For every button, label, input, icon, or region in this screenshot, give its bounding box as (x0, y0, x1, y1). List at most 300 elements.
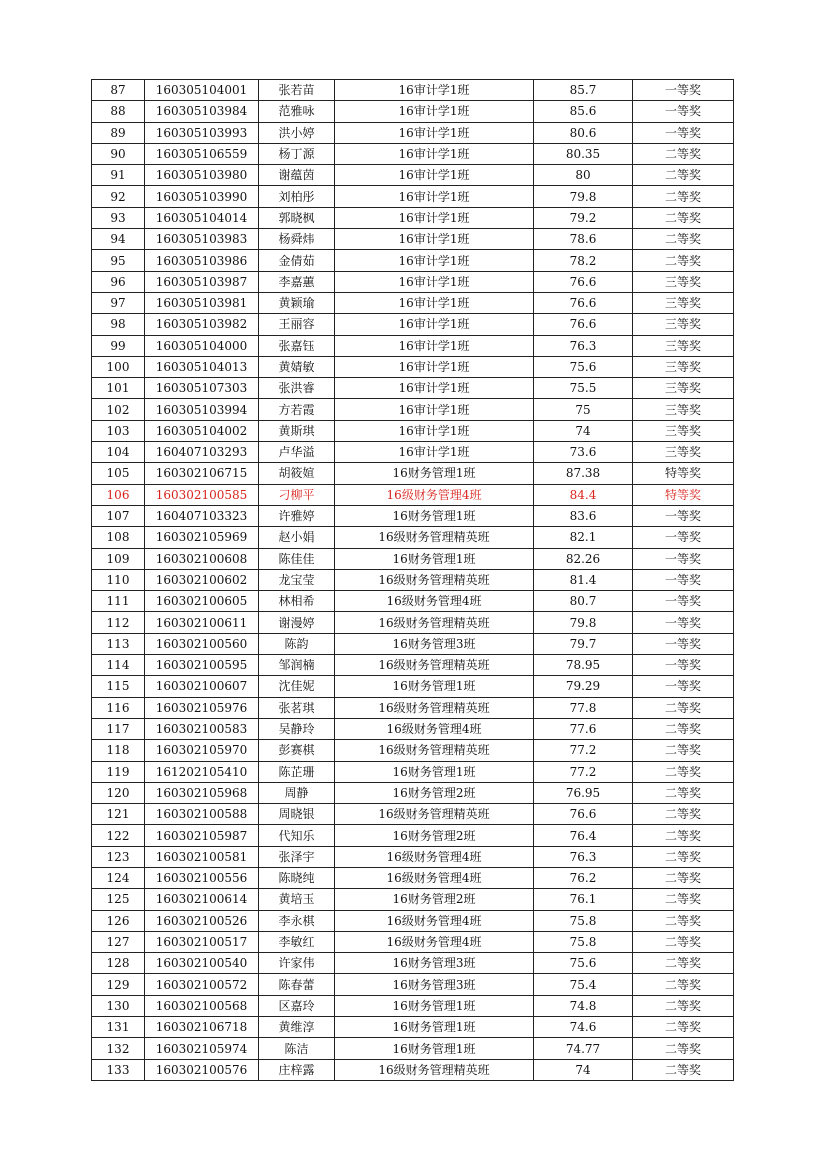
class-name-cell: 16级财务管理4班 (335, 910, 534, 931)
row-number-cell: 89 (92, 122, 145, 143)
table-row (92, 889, 734, 910)
score-cell: 76.6 (534, 314, 633, 335)
row-number-cell: 123 (92, 846, 145, 867)
award-level-cell: 二等奖 (633, 910, 734, 931)
student-name-cell: 谢漫婷 (259, 612, 335, 633)
award-level-cell: 二等奖 (633, 867, 734, 888)
student-name-cell: 沈佳妮 (259, 676, 335, 697)
award-level-cell: 二等奖 (633, 1038, 734, 1059)
table-row (92, 1059, 734, 1080)
class-name-cell: 16审计学1班 (335, 186, 534, 207)
class-name-cell: 16财务管理1班 (335, 505, 534, 526)
table-row (92, 314, 734, 335)
score-cell: 83.6 (534, 505, 633, 526)
award-level-cell: 二等奖 (633, 889, 734, 910)
award-level-cell: 一等奖 (633, 527, 734, 548)
table-row (92, 740, 734, 761)
award-table-body (92, 80, 734, 1081)
student-id-cell: 160302100611 (145, 612, 259, 633)
class-name-cell: 16级财务管理4班 (335, 591, 534, 612)
student-name-cell: 卢华溢 (259, 442, 335, 463)
award-level-cell: 三等奖 (633, 420, 734, 441)
award-level-cell: 一等奖 (633, 569, 734, 590)
score-cell: 80.7 (534, 591, 633, 612)
student-name-cell: 李敏红 (259, 931, 335, 952)
score-cell: 75.6 (534, 356, 633, 377)
student-name-cell: 周晓银 (259, 804, 335, 825)
student-id-cell: 160302100605 (145, 591, 259, 612)
award-level-cell: 一等奖 (633, 122, 734, 143)
student-name-cell: 邹润楠 (259, 655, 335, 676)
row-number-cell: 121 (92, 804, 145, 825)
student-id-cell: 160305103986 (145, 250, 259, 271)
table-row (92, 484, 734, 505)
student-id-cell: 160302100608 (145, 548, 259, 569)
score-cell: 75.8 (534, 931, 633, 952)
table-row (92, 80, 734, 101)
award-level-cell: 二等奖 (633, 761, 734, 782)
class-name-cell: 16级财务管理精英班 (335, 569, 534, 590)
table-row (92, 165, 734, 186)
award-level-cell: 三等奖 (633, 378, 734, 399)
score-cell: 80 (534, 165, 633, 186)
student-id-cell: 160305104000 (145, 335, 259, 356)
student-id-cell: 160302100581 (145, 846, 259, 867)
student-name-cell: 张若苗 (259, 80, 335, 101)
score-cell: 74.77 (534, 1038, 633, 1059)
table-row (92, 676, 734, 697)
class-name-cell: 16审计学1班 (335, 250, 534, 271)
row-number-cell: 116 (92, 697, 145, 718)
award-level-cell: 特等奖 (633, 484, 734, 505)
table-row (92, 548, 734, 569)
award-level-cell: 二等奖 (633, 718, 734, 739)
row-number-cell: 117 (92, 718, 145, 739)
student-name-cell: 杨舜炜 (259, 229, 335, 250)
award-level-cell: 特等奖 (633, 463, 734, 484)
class-name-cell: 16财务管理2班 (335, 825, 534, 846)
award-level-cell: 二等奖 (633, 1059, 734, 1080)
student-name-cell: 黄培玉 (259, 889, 335, 910)
table-row (92, 207, 734, 228)
student-name-cell: 杨丁源 (259, 143, 335, 164)
table-row (92, 612, 734, 633)
table-row (92, 825, 734, 846)
student-id-cell: 160305104013 (145, 356, 259, 377)
award-level-cell: 二等奖 (633, 974, 734, 995)
score-cell: 76.6 (534, 271, 633, 292)
student-id-cell: 160302100526 (145, 910, 259, 931)
class-name-cell: 16级财务管理精英班 (335, 697, 534, 718)
award-level-cell: 二等奖 (633, 229, 734, 250)
student-name-cell: 李嘉蕙 (259, 271, 335, 292)
student-id-cell: 160302100595 (145, 655, 259, 676)
score-cell: 85.7 (534, 80, 633, 101)
award-level-cell: 一等奖 (633, 676, 734, 697)
student-id-cell: 160305104002 (145, 420, 259, 441)
student-id-cell: 160302100517 (145, 931, 259, 952)
student-name-cell: 洪小婷 (259, 122, 335, 143)
row-number-cell: 93 (92, 207, 145, 228)
table-row (92, 1038, 734, 1059)
table-row (92, 953, 734, 974)
student-id-cell: 160302106715 (145, 463, 259, 484)
row-number-cell: 125 (92, 889, 145, 910)
table-row (92, 378, 734, 399)
student-id-cell: 160407103323 (145, 505, 259, 526)
student-name-cell: 许家伟 (259, 953, 335, 974)
award-level-cell: 二等奖 (633, 846, 734, 867)
row-number-cell: 108 (92, 527, 145, 548)
class-name-cell: 16审计学1班 (335, 378, 534, 399)
class-name-cell: 16财务管理1班 (335, 995, 534, 1016)
award-level-cell: 一等奖 (633, 101, 734, 122)
award-level-cell: 二等奖 (633, 186, 734, 207)
score-cell: 77.6 (534, 718, 633, 739)
table-row (92, 442, 734, 463)
award-level-cell: 二等奖 (633, 931, 734, 952)
student-id-cell: 160305103984 (145, 101, 259, 122)
row-number-cell: 119 (92, 761, 145, 782)
table-row (92, 250, 734, 271)
award-level-cell: 二等奖 (633, 953, 734, 974)
student-id-cell: 160407103293 (145, 442, 259, 463)
student-id-cell: 160305107303 (145, 378, 259, 399)
class-name-cell: 16审计学1班 (335, 80, 534, 101)
student-name-cell: 张茗琪 (259, 697, 335, 718)
student-name-cell: 周静 (259, 782, 335, 803)
row-number-cell: 127 (92, 931, 145, 952)
row-number-cell: 92 (92, 186, 145, 207)
student-id-cell: 160305103990 (145, 186, 259, 207)
student-id-cell: 160305103987 (145, 271, 259, 292)
student-id-cell: 160305103994 (145, 399, 259, 420)
table-row (92, 718, 734, 739)
class-name-cell: 16审计学1班 (335, 314, 534, 335)
award-level-cell: 三等奖 (633, 399, 734, 420)
student-id-cell: 160302106718 (145, 1017, 259, 1038)
table-row (92, 101, 734, 122)
class-name-cell: 16审计学1班 (335, 399, 534, 420)
student-name-cell: 张嘉钰 (259, 335, 335, 356)
score-cell: 75.6 (534, 953, 633, 974)
student-name-cell: 黄维淳 (259, 1017, 335, 1038)
score-cell: 79.29 (534, 676, 633, 697)
class-name-cell: 16级财务管理精英班 (335, 655, 534, 676)
score-cell: 78.2 (534, 250, 633, 271)
student-name-cell: 区嘉玲 (259, 995, 335, 1016)
score-cell: 78.6 (534, 229, 633, 250)
student-id-cell: 160302105968 (145, 782, 259, 803)
award-level-cell: 三等奖 (633, 292, 734, 313)
row-number-cell: 97 (92, 292, 145, 313)
student-id-cell: 160305104014 (145, 207, 259, 228)
student-id-cell: 160302100602 (145, 569, 259, 590)
row-number-cell: 107 (92, 505, 145, 526)
award-level-cell: 一等奖 (633, 612, 734, 633)
award-level-cell: 三等奖 (633, 356, 734, 377)
score-cell: 82.26 (534, 548, 633, 569)
award-level-cell: 二等奖 (633, 804, 734, 825)
student-name-cell: 黄颖瑜 (259, 292, 335, 313)
student-name-cell: 吴静玲 (259, 718, 335, 739)
score-cell: 76.3 (534, 335, 633, 356)
student-name-cell: 张泽宇 (259, 846, 335, 867)
student-id-cell: 160302100572 (145, 974, 259, 995)
class-name-cell: 16财务管理2班 (335, 782, 534, 803)
score-cell: 82.1 (534, 527, 633, 548)
student-id-cell: 160302100560 (145, 633, 259, 654)
class-name-cell: 16级财务管理4班 (335, 867, 534, 888)
row-number-cell: 102 (92, 399, 145, 420)
table-row (92, 655, 734, 676)
row-number-cell: 100 (92, 356, 145, 377)
table-row (92, 846, 734, 867)
score-cell: 75.4 (534, 974, 633, 995)
class-name-cell: 16财务管理1班 (335, 1038, 534, 1059)
table-row (92, 505, 734, 526)
class-name-cell: 16审计学1班 (335, 420, 534, 441)
student-name-cell: 郭晓枫 (259, 207, 335, 228)
student-id-cell: 160302100540 (145, 953, 259, 974)
score-cell: 74.6 (534, 1017, 633, 1038)
award-level-cell: 二等奖 (633, 143, 734, 164)
score-cell: 75.8 (534, 910, 633, 931)
score-cell: 76.1 (534, 889, 633, 910)
table-row (92, 229, 734, 250)
row-number-cell: 106 (92, 484, 145, 505)
score-cell: 76.3 (534, 846, 633, 867)
student-name-cell: 陈韵 (259, 633, 335, 654)
award-level-cell: 一等奖 (633, 591, 734, 612)
class-name-cell: 16审计学1班 (335, 271, 534, 292)
score-cell: 73.6 (534, 442, 633, 463)
table-row (92, 399, 734, 420)
row-number-cell: 109 (92, 548, 145, 569)
row-number-cell: 131 (92, 1017, 145, 1038)
score-cell: 84.4 (534, 484, 633, 505)
table-row (92, 697, 734, 718)
student-name-cell: 龙宝莹 (259, 569, 335, 590)
student-name-cell: 陈佳佳 (259, 548, 335, 569)
student-name-cell: 范雅咏 (259, 101, 335, 122)
table-row (92, 1017, 734, 1038)
row-number-cell: 122 (92, 825, 145, 846)
student-id-cell: 160305103983 (145, 229, 259, 250)
row-number-cell: 112 (92, 612, 145, 633)
row-number-cell: 101 (92, 378, 145, 399)
student-name-cell: 谢蕴茵 (259, 165, 335, 186)
class-name-cell: 16级财务管理精英班 (335, 527, 534, 548)
student-id-cell: 160302100607 (145, 676, 259, 697)
student-id-cell: 160302105974 (145, 1038, 259, 1059)
student-id-cell: 160302105969 (145, 527, 259, 548)
table-row (92, 974, 734, 995)
table-row (92, 633, 734, 654)
award-level-cell: 二等奖 (633, 782, 734, 803)
row-number-cell: 103 (92, 420, 145, 441)
class-name-cell: 16财务管理3班 (335, 974, 534, 995)
student-name-cell: 许雅婷 (259, 505, 335, 526)
row-number-cell: 124 (92, 867, 145, 888)
table-row (92, 910, 734, 931)
table-row (92, 335, 734, 356)
class-name-cell: 16级财务管理精英班 (335, 1059, 534, 1080)
student-name-cell: 陈春蕾 (259, 974, 335, 995)
score-cell: 76.95 (534, 782, 633, 803)
class-name-cell: 16财务管理1班 (335, 463, 534, 484)
student-id-cell: 160302100583 (145, 718, 259, 739)
table-row (92, 356, 734, 377)
award-level-cell: 二等奖 (633, 207, 734, 228)
class-name-cell: 16审计学1班 (335, 143, 534, 164)
score-cell: 79.8 (534, 186, 633, 207)
student-name-cell: 黄斯琪 (259, 420, 335, 441)
class-name-cell: 16级财务管理精英班 (335, 612, 534, 633)
class-name-cell: 16审计学1班 (335, 292, 534, 313)
table-row (92, 931, 734, 952)
award-level-cell: 一等奖 (633, 80, 734, 101)
class-name-cell: 16审计学1班 (335, 229, 534, 250)
score-cell: 79.2 (534, 207, 633, 228)
class-name-cell: 16财务管理1班 (335, 1017, 534, 1038)
award-level-cell: 三等奖 (633, 314, 734, 335)
score-cell: 77.8 (534, 697, 633, 718)
score-cell: 74 (534, 420, 633, 441)
row-number-cell: 113 (92, 633, 145, 654)
class-name-cell: 16财务管理3班 (335, 953, 534, 974)
award-level-cell: 二等奖 (633, 825, 734, 846)
student-name-cell: 陈晓纯 (259, 867, 335, 888)
table-row (92, 143, 734, 164)
row-number-cell: 95 (92, 250, 145, 271)
student-name-cell: 陈芷珊 (259, 761, 335, 782)
row-number-cell: 94 (92, 229, 145, 250)
row-number-cell: 96 (92, 271, 145, 292)
row-number-cell: 133 (92, 1059, 145, 1080)
class-name-cell: 16级财务管理4班 (335, 846, 534, 867)
student-name-cell: 陈洁 (259, 1038, 335, 1059)
award-level-cell: 三等奖 (633, 335, 734, 356)
score-cell: 79.8 (534, 612, 633, 633)
class-name-cell: 16财务管理3班 (335, 633, 534, 654)
student-name-cell: 金倩茹 (259, 250, 335, 271)
row-number-cell: 110 (92, 569, 145, 590)
score-cell: 74.8 (534, 995, 633, 1016)
row-number-cell: 111 (92, 591, 145, 612)
class-name-cell: 16审计学1班 (335, 101, 534, 122)
student-id-cell: 160302100585 (145, 484, 259, 505)
student-id-cell: 160302100568 (145, 995, 259, 1016)
student-name-cell: 林相希 (259, 591, 335, 612)
score-cell: 74 (534, 1059, 633, 1080)
award-level-cell: 一等奖 (633, 655, 734, 676)
student-name-cell: 李永棋 (259, 910, 335, 931)
award-level-cell: 二等奖 (633, 165, 734, 186)
student-id-cell: 160302105970 (145, 740, 259, 761)
score-cell: 75 (534, 399, 633, 420)
table-row (92, 569, 734, 590)
class-name-cell: 16级财务管理4班 (335, 931, 534, 952)
score-cell: 85.6 (534, 101, 633, 122)
score-cell: 76.2 (534, 867, 633, 888)
score-cell: 87.38 (534, 463, 633, 484)
student-id-cell: 160302100614 (145, 889, 259, 910)
row-number-cell: 91 (92, 165, 145, 186)
student-id-cell: 160302105976 (145, 697, 259, 718)
student-id-cell: 160305106559 (145, 143, 259, 164)
student-id-cell: 160302100576 (145, 1059, 259, 1080)
table-row (92, 271, 734, 292)
row-number-cell: 115 (92, 676, 145, 697)
score-cell: 79.7 (534, 633, 633, 654)
score-cell: 80.6 (534, 122, 633, 143)
student-id-cell: 160305103982 (145, 314, 259, 335)
class-name-cell: 16级财务管理精英班 (335, 740, 534, 761)
award-level-cell: 三等奖 (633, 271, 734, 292)
row-number-cell: 129 (92, 974, 145, 995)
row-number-cell: 87 (92, 80, 145, 101)
score-cell: 78.95 (534, 655, 633, 676)
table-row (92, 995, 734, 1016)
student-id-cell: 160302105987 (145, 825, 259, 846)
award-level-cell: 二等奖 (633, 1017, 734, 1038)
award-level-cell: 二等奖 (633, 250, 734, 271)
table-row (92, 292, 734, 313)
student-id-cell: 160305103980 (145, 165, 259, 186)
row-number-cell: 130 (92, 995, 145, 1016)
score-cell: 81.4 (534, 569, 633, 590)
row-number-cell: 118 (92, 740, 145, 761)
class-name-cell: 16审计学1班 (335, 207, 534, 228)
award-level-cell: 一等奖 (633, 633, 734, 654)
score-cell: 77.2 (534, 761, 633, 782)
table-row (92, 420, 734, 441)
class-name-cell: 16级财务管理4班 (335, 718, 534, 739)
award-level-cell: 二等奖 (633, 995, 734, 1016)
table-row (92, 804, 734, 825)
award-level-cell: 一等奖 (633, 505, 734, 526)
student-name-cell: 彭赛棋 (259, 740, 335, 761)
class-name-cell: 16财务管理1班 (335, 548, 534, 569)
class-name-cell: 16审计学1班 (335, 356, 534, 377)
row-number-cell: 120 (92, 782, 145, 803)
table-row (92, 122, 734, 143)
score-cell: 75.5 (534, 378, 633, 399)
table-row (92, 591, 734, 612)
score-cell: 80.35 (534, 143, 633, 164)
award-level-cell: 一等奖 (633, 548, 734, 569)
student-id-cell: 160305103993 (145, 122, 259, 143)
student-id-cell: 160302100556 (145, 867, 259, 888)
table-row (92, 527, 734, 548)
score-cell: 76.6 (534, 292, 633, 313)
student-name-cell: 刁柳平 (259, 484, 335, 505)
class-name-cell: 16审计学1班 (335, 165, 534, 186)
class-name-cell: 16财务管理2班 (335, 889, 534, 910)
student-name-cell: 黄婧敏 (259, 356, 335, 377)
student-name-cell: 刘柏彤 (259, 186, 335, 207)
row-number-cell: 105 (92, 463, 145, 484)
row-number-cell: 114 (92, 655, 145, 676)
class-name-cell: 16审计学1班 (335, 335, 534, 356)
student-name-cell: 王丽容 (259, 314, 335, 335)
student-id-cell: 160302100588 (145, 804, 259, 825)
award-level-cell: 二等奖 (633, 697, 734, 718)
row-number-cell: 99 (92, 335, 145, 356)
table-row (92, 761, 734, 782)
class-name-cell: 16审计学1班 (335, 442, 534, 463)
